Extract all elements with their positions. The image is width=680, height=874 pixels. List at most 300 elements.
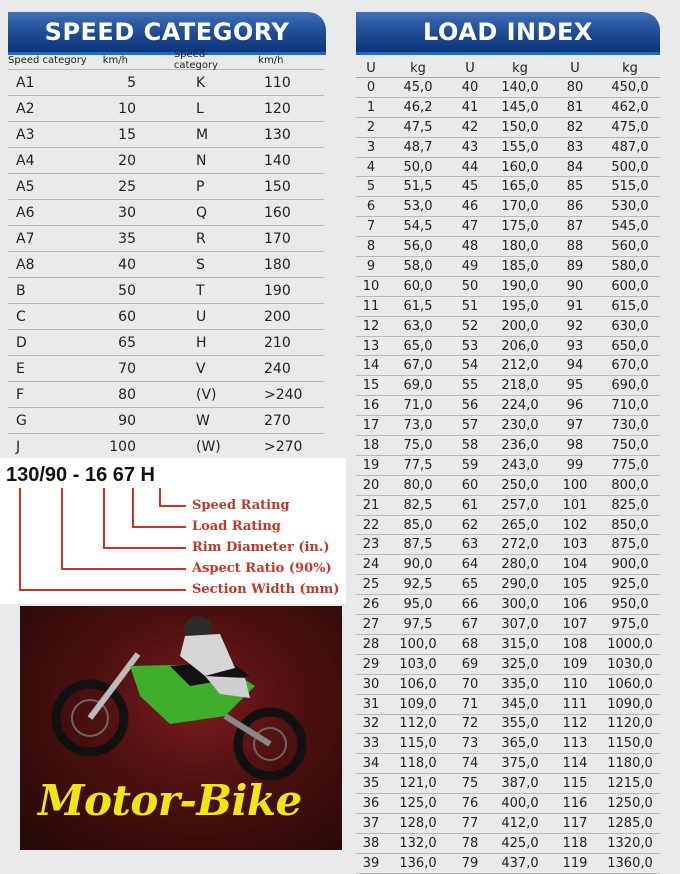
load-cell: 54,5 (403, 219, 433, 235)
speed-cell: P (196, 178, 205, 195)
load-table-row (356, 695, 660, 715)
load-cell: 106 (562, 597, 588, 613)
load-table-row (356, 396, 660, 416)
load-cell: 60,0 (403, 278, 433, 294)
load-cell: 103 (562, 537, 588, 553)
load-cell: 3 (366, 139, 376, 155)
speed-cell: F (16, 386, 25, 403)
load-table-row (356, 436, 660, 456)
speed-cell: 90 (118, 412, 136, 429)
speed-cell: B (16, 282, 26, 299)
load-table-row (356, 635, 660, 655)
tyre-size-code: 130/90 - 16 67 H (6, 464, 155, 486)
load-cell: 195,0 (501, 298, 539, 314)
speed-cell: 65 (118, 334, 136, 351)
load-cell: 224,0 (501, 398, 539, 414)
load-cell: 175,0 (501, 219, 539, 235)
load-cell: 50,0 (403, 159, 433, 175)
load-cell: 730,0 (611, 418, 649, 434)
load-cell: 118 (562, 835, 588, 851)
load-cell: 63,0 (403, 318, 433, 334)
load-cell: 190,0 (501, 278, 539, 294)
load-cell: 109 (562, 656, 588, 672)
load-cell: 475,0 (611, 119, 649, 135)
load-cell: 106,0 (399, 676, 437, 692)
motorbike-photo (20, 606, 342, 850)
load-cell: 89 (566, 258, 584, 274)
load-cell: 51,5 (403, 179, 433, 195)
speed-cell: D (16, 334, 27, 351)
load-cell: 17 (362, 418, 380, 434)
load-cell: 63 (461, 537, 479, 553)
speed-table-row (8, 382, 324, 408)
load-table-row (356, 734, 660, 754)
load-cell: 54 (461, 358, 479, 374)
load-cell: 61,5 (403, 298, 433, 314)
speed-cell: 70 (118, 360, 136, 377)
load-cell: 102 (562, 517, 588, 533)
load-cell: 73 (461, 736, 479, 752)
load-cell: 1060,0 (607, 676, 653, 692)
speed-category-table (8, 51, 324, 460)
header-kmh: km/h (102, 54, 128, 66)
load-table-row (356, 555, 660, 575)
speed-cell: U (196, 308, 207, 325)
header-speed-category: Speed category (8, 54, 87, 66)
load-cell: 975,0 (611, 616, 649, 632)
load-cell: 116 (562, 796, 588, 811)
load-cell: 185,0 (501, 258, 539, 274)
load-cell: 80,0 (403, 477, 433, 493)
load-cell: 56,0 (403, 239, 433, 255)
load-cell: 218,0 (501, 378, 539, 394)
load-cell: 44 (461, 159, 479, 175)
load-cell: 67 (461, 616, 479, 632)
load-index-title: LOAD INDEX (423, 18, 593, 46)
load-cell: 875,0 (611, 537, 649, 553)
load-table-row (356, 416, 660, 436)
speed-cell: 80 (118, 386, 136, 403)
speed-cell: 140 (264, 152, 291, 169)
load-cell: 4 (366, 159, 376, 175)
speed-category-title: SPEED CATEGORY (44, 18, 290, 46)
header-u-3: U (570, 61, 580, 76)
load-cell: 53 (461, 338, 479, 354)
speed-cell: >270 (264, 438, 303, 455)
load-cell: 82 (566, 119, 584, 135)
load-cell: 128,0 (399, 815, 437, 831)
load-cell: 750,0 (611, 437, 649, 453)
load-cell: 18 (362, 437, 380, 453)
load-cell: 76 (461, 796, 479, 811)
load-cell: 150,0 (501, 119, 539, 135)
load-cell: 265,0 (501, 517, 539, 533)
load-cell: 425,0 (501, 835, 539, 851)
load-cell: 325,0 (501, 656, 539, 672)
load-cell: 387,0 (501, 776, 539, 792)
load-cell: 43 (461, 139, 479, 155)
load-table-row (356, 98, 660, 118)
load-cell: 93 (566, 338, 584, 354)
speed-table-row (8, 304, 324, 330)
load-table-row (356, 138, 660, 158)
load-cell: 37 (362, 815, 380, 831)
load-cell: 200,0 (501, 318, 539, 334)
load-cell: 48 (461, 239, 479, 255)
speed-table-header (8, 51, 324, 70)
load-index-table (356, 60, 660, 874)
load-cell: 55 (461, 378, 479, 394)
load-cell: 136,0 (399, 855, 437, 871)
speed-cell: 15 (118, 126, 136, 143)
load-cell: 365,0 (501, 736, 539, 752)
speed-cell: 160 (264, 204, 291, 221)
load-cell: 515,0 (611, 179, 649, 195)
load-cell: 29 (362, 656, 380, 672)
load-cell: 81 (566, 99, 584, 115)
load-cell: 355,0 (501, 716, 539, 732)
load-table-row (356, 217, 660, 237)
load-cell: 62 (461, 517, 479, 533)
load-cell: 113 (562, 736, 588, 752)
load-cell: 13 (362, 338, 380, 354)
load-cell: 20 (362, 477, 380, 493)
load-cell: 236,0 (501, 437, 539, 453)
speed-cell: H (196, 334, 207, 351)
load-cell: 49 (461, 258, 479, 274)
load-cell: 1215,0 (607, 776, 653, 792)
load-table-row (356, 854, 660, 874)
load-cell: 145,0 (501, 99, 539, 115)
load-cell: 101 (562, 497, 588, 513)
speed-cell: >240 (264, 386, 303, 403)
load-cell: 375,0 (501, 756, 539, 772)
load-cell: 243,0 (501, 457, 539, 473)
speed-cell: 35 (118, 230, 136, 247)
load-cell: 7 (366, 219, 376, 235)
speed-table-row (8, 174, 324, 200)
header-kg-3: kg (622, 61, 638, 76)
load-cell: 31 (362, 696, 380, 712)
header-u-2: U (465, 61, 475, 76)
load-cell: 92,5 (403, 577, 433, 593)
load-cell: 710,0 (611, 398, 649, 414)
speed-cell: 170 (264, 230, 291, 247)
load-cell: 45 (461, 179, 479, 195)
load-table-row (356, 834, 660, 854)
load-cell: 85,0 (403, 517, 433, 533)
load-cell: 107 (562, 616, 588, 632)
load-cell: 300,0 (501, 597, 539, 613)
speed-cell: 20 (118, 152, 136, 169)
load-cell: 58,0 (403, 258, 433, 274)
load-cell: 114 (562, 756, 588, 772)
load-table-row (356, 297, 660, 317)
load-cell: 82,5 (403, 497, 433, 513)
load-cell: 119 (562, 855, 588, 871)
load-cell: 110 (562, 676, 588, 692)
load-cell: 48,7 (403, 139, 433, 155)
load-cell: 69,0 (403, 378, 433, 394)
speed-table-row (8, 70, 324, 96)
load-cell: 12 (362, 318, 380, 334)
speed-cell: (V) (196, 386, 217, 403)
load-table-row (356, 257, 660, 277)
load-cell: 1090,0 (607, 696, 653, 712)
load-cell: 615,0 (611, 298, 649, 314)
load-cell: 5 (366, 179, 376, 195)
load-cell: 272,0 (501, 537, 539, 553)
speed-category-banner (8, 12, 326, 52)
load-cell: 58 (461, 437, 479, 453)
speed-cell: S (196, 256, 205, 273)
load-cell: 545,0 (611, 219, 649, 235)
load-cell: 104 (562, 557, 588, 573)
header-kmh-2: km/h (258, 54, 284, 66)
speed-cell: G (16, 412, 27, 429)
load-cell: 1120,0 (607, 716, 653, 732)
speed-cell: A8 (16, 256, 35, 273)
load-cell: 950,0 (611, 597, 649, 613)
speed-cell: A2 (16, 100, 35, 117)
load-cell: 2 (366, 119, 376, 135)
speed-cell: 100 (109, 438, 136, 455)
load-cell: 26 (362, 597, 380, 613)
load-cell: 1320,0 (607, 835, 653, 851)
load-table-row (356, 177, 660, 197)
load-cell: 47 (461, 219, 479, 235)
load-cell: 36 (362, 796, 380, 811)
load-cell: 75 (461, 776, 479, 792)
load-cell: 400,0 (501, 796, 539, 811)
load-cell: 212,0 (501, 358, 539, 374)
load-cell: 87,5 (403, 537, 433, 553)
brand-logo-text: Motor-Bike (38, 776, 302, 825)
load-cell: 46 (461, 199, 479, 215)
speed-cell: A1 (16, 74, 35, 91)
load-cell: 206,0 (501, 338, 539, 354)
speed-table-row (8, 408, 324, 434)
load-cell: 825,0 (611, 497, 649, 513)
load-cell: 84 (566, 159, 584, 175)
speed-table-row (8, 356, 324, 382)
load-cell: 112,0 (399, 716, 437, 732)
load-cell: 28 (362, 636, 380, 652)
load-table-row (356, 754, 660, 774)
load-cell: 109,0 (399, 696, 437, 712)
load-cell: 95 (566, 378, 584, 394)
speed-cell: 240 (264, 360, 291, 377)
load-cell: 39 (362, 855, 380, 871)
speed-cell: W (196, 412, 210, 429)
load-cell: 630,0 (611, 318, 649, 334)
load-table-row (356, 575, 660, 595)
load-cell: 16 (362, 398, 380, 414)
speed-cell: A6 (16, 204, 35, 221)
load-cell: 34 (362, 756, 380, 772)
load-cell: 800,0 (611, 477, 649, 493)
speed-cell: 60 (118, 308, 136, 325)
load-cell: 66 (461, 597, 479, 613)
load-cell: 560,0 (611, 239, 649, 255)
load-cell: 38 (362, 835, 380, 851)
load-table-row (356, 277, 660, 297)
speed-cell: 120 (264, 100, 291, 117)
load-cell: 0 (366, 79, 376, 95)
load-cell: 69 (461, 656, 479, 672)
load-cell: 1000,0 (607, 636, 653, 652)
load-cell: 10 (362, 278, 380, 294)
speed-cell: 190 (264, 282, 291, 299)
load-cell: 500,0 (611, 159, 649, 175)
speed-cell: N (196, 152, 207, 169)
load-cell: 165,0 (501, 179, 539, 195)
load-cell: 117 (562, 815, 588, 831)
speed-table-row (8, 330, 324, 356)
load-cell: 1030,0 (607, 656, 653, 672)
load-cell: 11 (362, 298, 380, 314)
load-table-row (356, 356, 660, 376)
header-kg: kg (410, 61, 426, 76)
load-cell: 250,0 (501, 477, 539, 493)
load-cell: 70 (461, 676, 479, 692)
speed-cell: A5 (16, 178, 35, 195)
load-cell: 1250,0 (607, 796, 653, 811)
load-cell: 22 (362, 517, 380, 533)
load-cell: 90,0 (403, 557, 433, 573)
speed-cell: 40 (118, 256, 136, 273)
load-cell: 125,0 (399, 796, 437, 811)
speed-cell: J (16, 438, 21, 455)
tyre-size-diagram (0, 458, 346, 604)
load-cell: 52 (461, 318, 479, 334)
load-cell: 335,0 (501, 676, 539, 692)
load-table-row (356, 535, 660, 555)
load-table-row (356, 118, 660, 138)
header-kg-2: kg (512, 61, 528, 76)
speed-cell: 10 (118, 100, 136, 117)
load-cell: 155,0 (501, 139, 539, 155)
speed-cell: Q (196, 204, 208, 221)
load-cell: 50 (461, 278, 479, 294)
load-cell: 23 (362, 537, 380, 553)
load-cell: 118,0 (399, 756, 437, 772)
load-cell: 160,0 (501, 159, 539, 175)
load-cell: 180,0 (501, 239, 539, 255)
speed-cell: 50 (118, 282, 136, 299)
load-cell: 6 (366, 199, 376, 215)
load-cell: 100 (562, 477, 588, 493)
load-cell: 41 (461, 99, 479, 115)
load-cell: 91 (566, 298, 584, 314)
load-cell: 307,0 (501, 616, 539, 632)
load-cell: 59 (461, 457, 479, 473)
load-table-row (356, 78, 660, 98)
load-table-row (356, 794, 660, 814)
legend-speed-rating: Speed Rating (192, 498, 290, 513)
speed-cell: A4 (16, 152, 35, 169)
load-cell: 97,5 (403, 616, 433, 632)
load-cell: 67,0 (403, 358, 433, 374)
load-cell: 21 (362, 497, 380, 513)
load-table-row (356, 317, 660, 337)
load-cell: 121,0 (399, 776, 437, 792)
speed-table-row (8, 200, 324, 226)
load-cell: 19 (362, 457, 380, 473)
load-table-row (356, 655, 660, 675)
load-table-row (356, 158, 660, 178)
speed-cell: R (196, 230, 206, 247)
load-cell: 450,0 (611, 79, 649, 95)
speed-table-row (8, 434, 324, 460)
load-cell: 1285,0 (607, 815, 653, 831)
load-cell: 530,0 (611, 199, 649, 215)
load-cell: 345,0 (501, 696, 539, 712)
load-cell: 98 (566, 437, 584, 453)
header-speed-category-2: Speed category (173, 49, 219, 71)
load-index-banner (356, 12, 660, 52)
load-cell: 900,0 (611, 557, 649, 573)
load-cell: 9 (366, 258, 376, 274)
load-cell: 108 (562, 636, 588, 652)
load-table-row (356, 516, 660, 536)
legend-aspect-ratio: Aspect Ratio (90%) (192, 561, 332, 576)
load-cell: 77 (461, 815, 479, 831)
load-cell: 14 (362, 358, 380, 374)
load-table-row (356, 715, 660, 735)
load-cell: 103,0 (399, 656, 437, 672)
load-cell: 83 (566, 139, 584, 155)
load-cell: 60 (461, 477, 479, 493)
load-cell: 280,0 (501, 557, 539, 573)
header-u: U (366, 61, 376, 76)
load-cell: 257,0 (501, 497, 539, 513)
load-cell: 64 (461, 557, 479, 573)
load-cell: 47,5 (403, 119, 433, 135)
load-cell: 850,0 (611, 517, 649, 533)
load-cell: 94 (566, 358, 584, 374)
load-table-row (356, 496, 660, 516)
load-cell: 1180,0 (607, 756, 653, 772)
speed-cell: 110 (264, 74, 291, 91)
load-cell: 78 (461, 835, 479, 851)
load-cell: 25 (362, 577, 380, 593)
load-table-row (356, 615, 660, 635)
load-cell: 45,0 (403, 79, 433, 95)
load-table-row (356, 774, 660, 794)
speed-cell: (W) (196, 438, 221, 455)
load-cell: 80 (566, 79, 584, 95)
load-cell: 670,0 (611, 358, 649, 374)
speed-cell: 200 (264, 308, 291, 325)
load-cell: 65 (461, 577, 479, 593)
load-cell: 437,0 (501, 855, 539, 871)
speed-cell: K (196, 74, 206, 91)
load-cell: 40 (461, 79, 479, 95)
load-cell: 72 (461, 716, 479, 732)
load-cell: 71,0 (403, 398, 433, 414)
load-cell: 46,2 (403, 99, 433, 115)
load-cell: 8 (366, 239, 376, 255)
load-cell: 88 (566, 239, 584, 255)
load-cell: 61 (461, 497, 479, 513)
speed-cell: 130 (264, 126, 291, 143)
load-cell: 580,0 (611, 258, 649, 274)
load-cell: 112 (562, 716, 588, 732)
speed-table-row (8, 122, 324, 148)
speed-table-row (8, 148, 324, 174)
load-cell: 925,0 (611, 577, 649, 593)
